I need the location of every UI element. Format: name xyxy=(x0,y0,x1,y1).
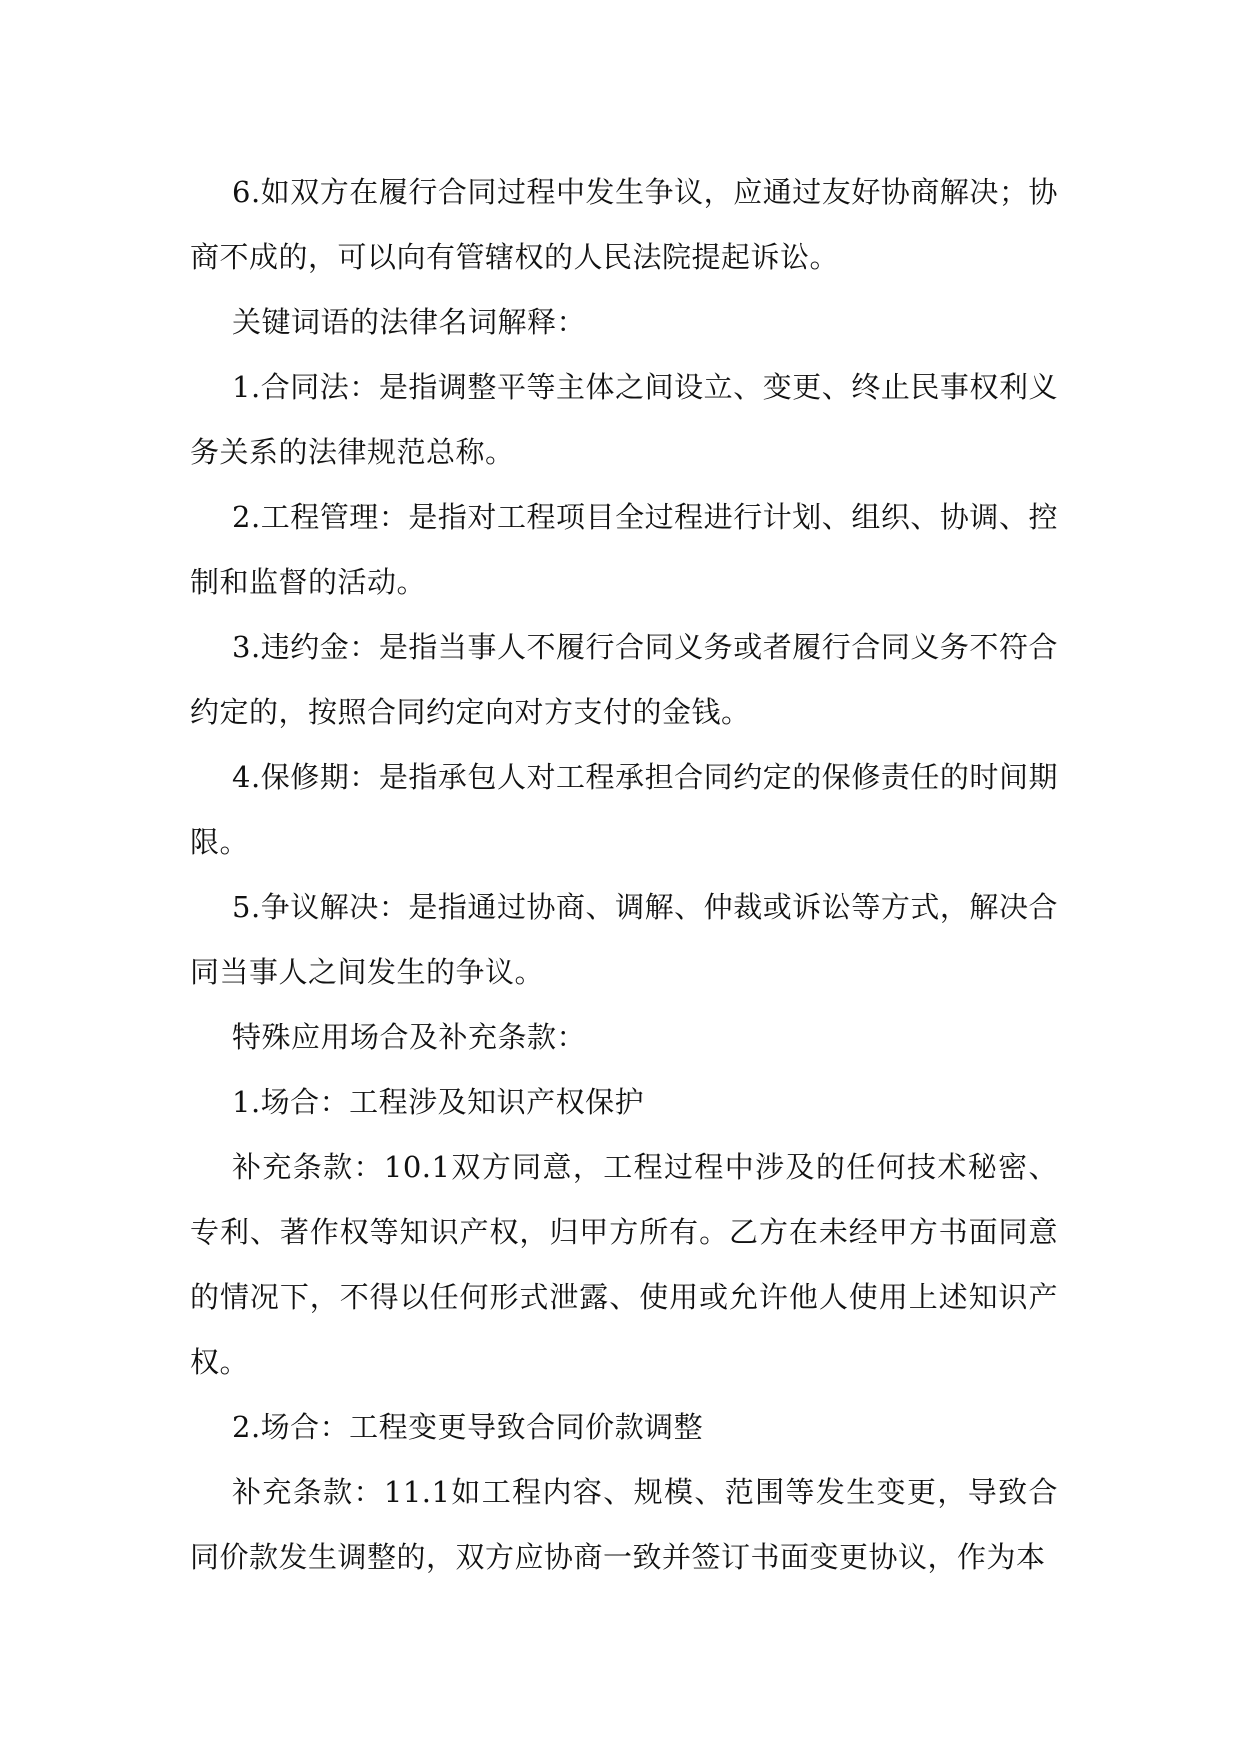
paragraph-case-ip: 1.场合：工程涉及知识产权保护 xyxy=(232,1085,645,1119)
paragraph-supplement-price-adjustment: 补充条款：11.1如工程内容、规模、范围等发生变更，导致合同价款发生调整的，双方应协商一致并签订书面变更协议，作为本 xyxy=(190,1475,1058,1574)
paragraph-legal-terms-heading: 关键词语的法律名词解释： xyxy=(232,305,587,339)
paragraph-term-liquidated-damages: 3.违约金：是指当事人不履行合同义务或者履行合同义务不符合约定的，按照合同约定向对方支付的金钱。 xyxy=(190,630,1058,729)
paragraph-case-price-adjustment: 2.场合：工程变更导致合同价款调整 xyxy=(232,1410,704,1444)
paragraph-term-warranty-period: 4.保修期：是指承包人对工程承担合同约定的保修责任的时间期限。 xyxy=(190,760,1058,859)
document-body xyxy=(190,160,1058,1590)
paragraph-term-contract-law: 1.合同法：是指调整平等主体之间设立、变更、终止民事权利义务关系的法律规范总称。 xyxy=(190,370,1058,469)
paragraph-dispute-clause: 6.如双方在履行合同过程中发生争议，应通过友好协商解决；协商不成的，可以向有管辖权的人民法院提起诉讼。 xyxy=(190,175,1058,274)
paragraph-term-dispute-resolution: 5.争议解决：是指通过协商、调解、仲裁或诉讼等方式，解决合同当事人之间发生的争议。 xyxy=(190,890,1058,989)
paragraph-special-cases-heading: 特殊应用场合及补充条款： xyxy=(232,1020,587,1054)
paragraph-term-engineering-management: 2.工程管理：是指对工程项目全过程进行计划、组织、协调、控制和监督的活动。 xyxy=(190,500,1058,599)
paragraph-supplement-ip: 补充条款：10.1双方同意，工程过程中涉及的任何技术秘密、专利、著作权等知识产权，归甲方所有。乙方在未经甲方书面同意的情况下，不得以任何形式泄露、使用或允许他人使用上述知识产权。 xyxy=(190,1150,1058,1379)
